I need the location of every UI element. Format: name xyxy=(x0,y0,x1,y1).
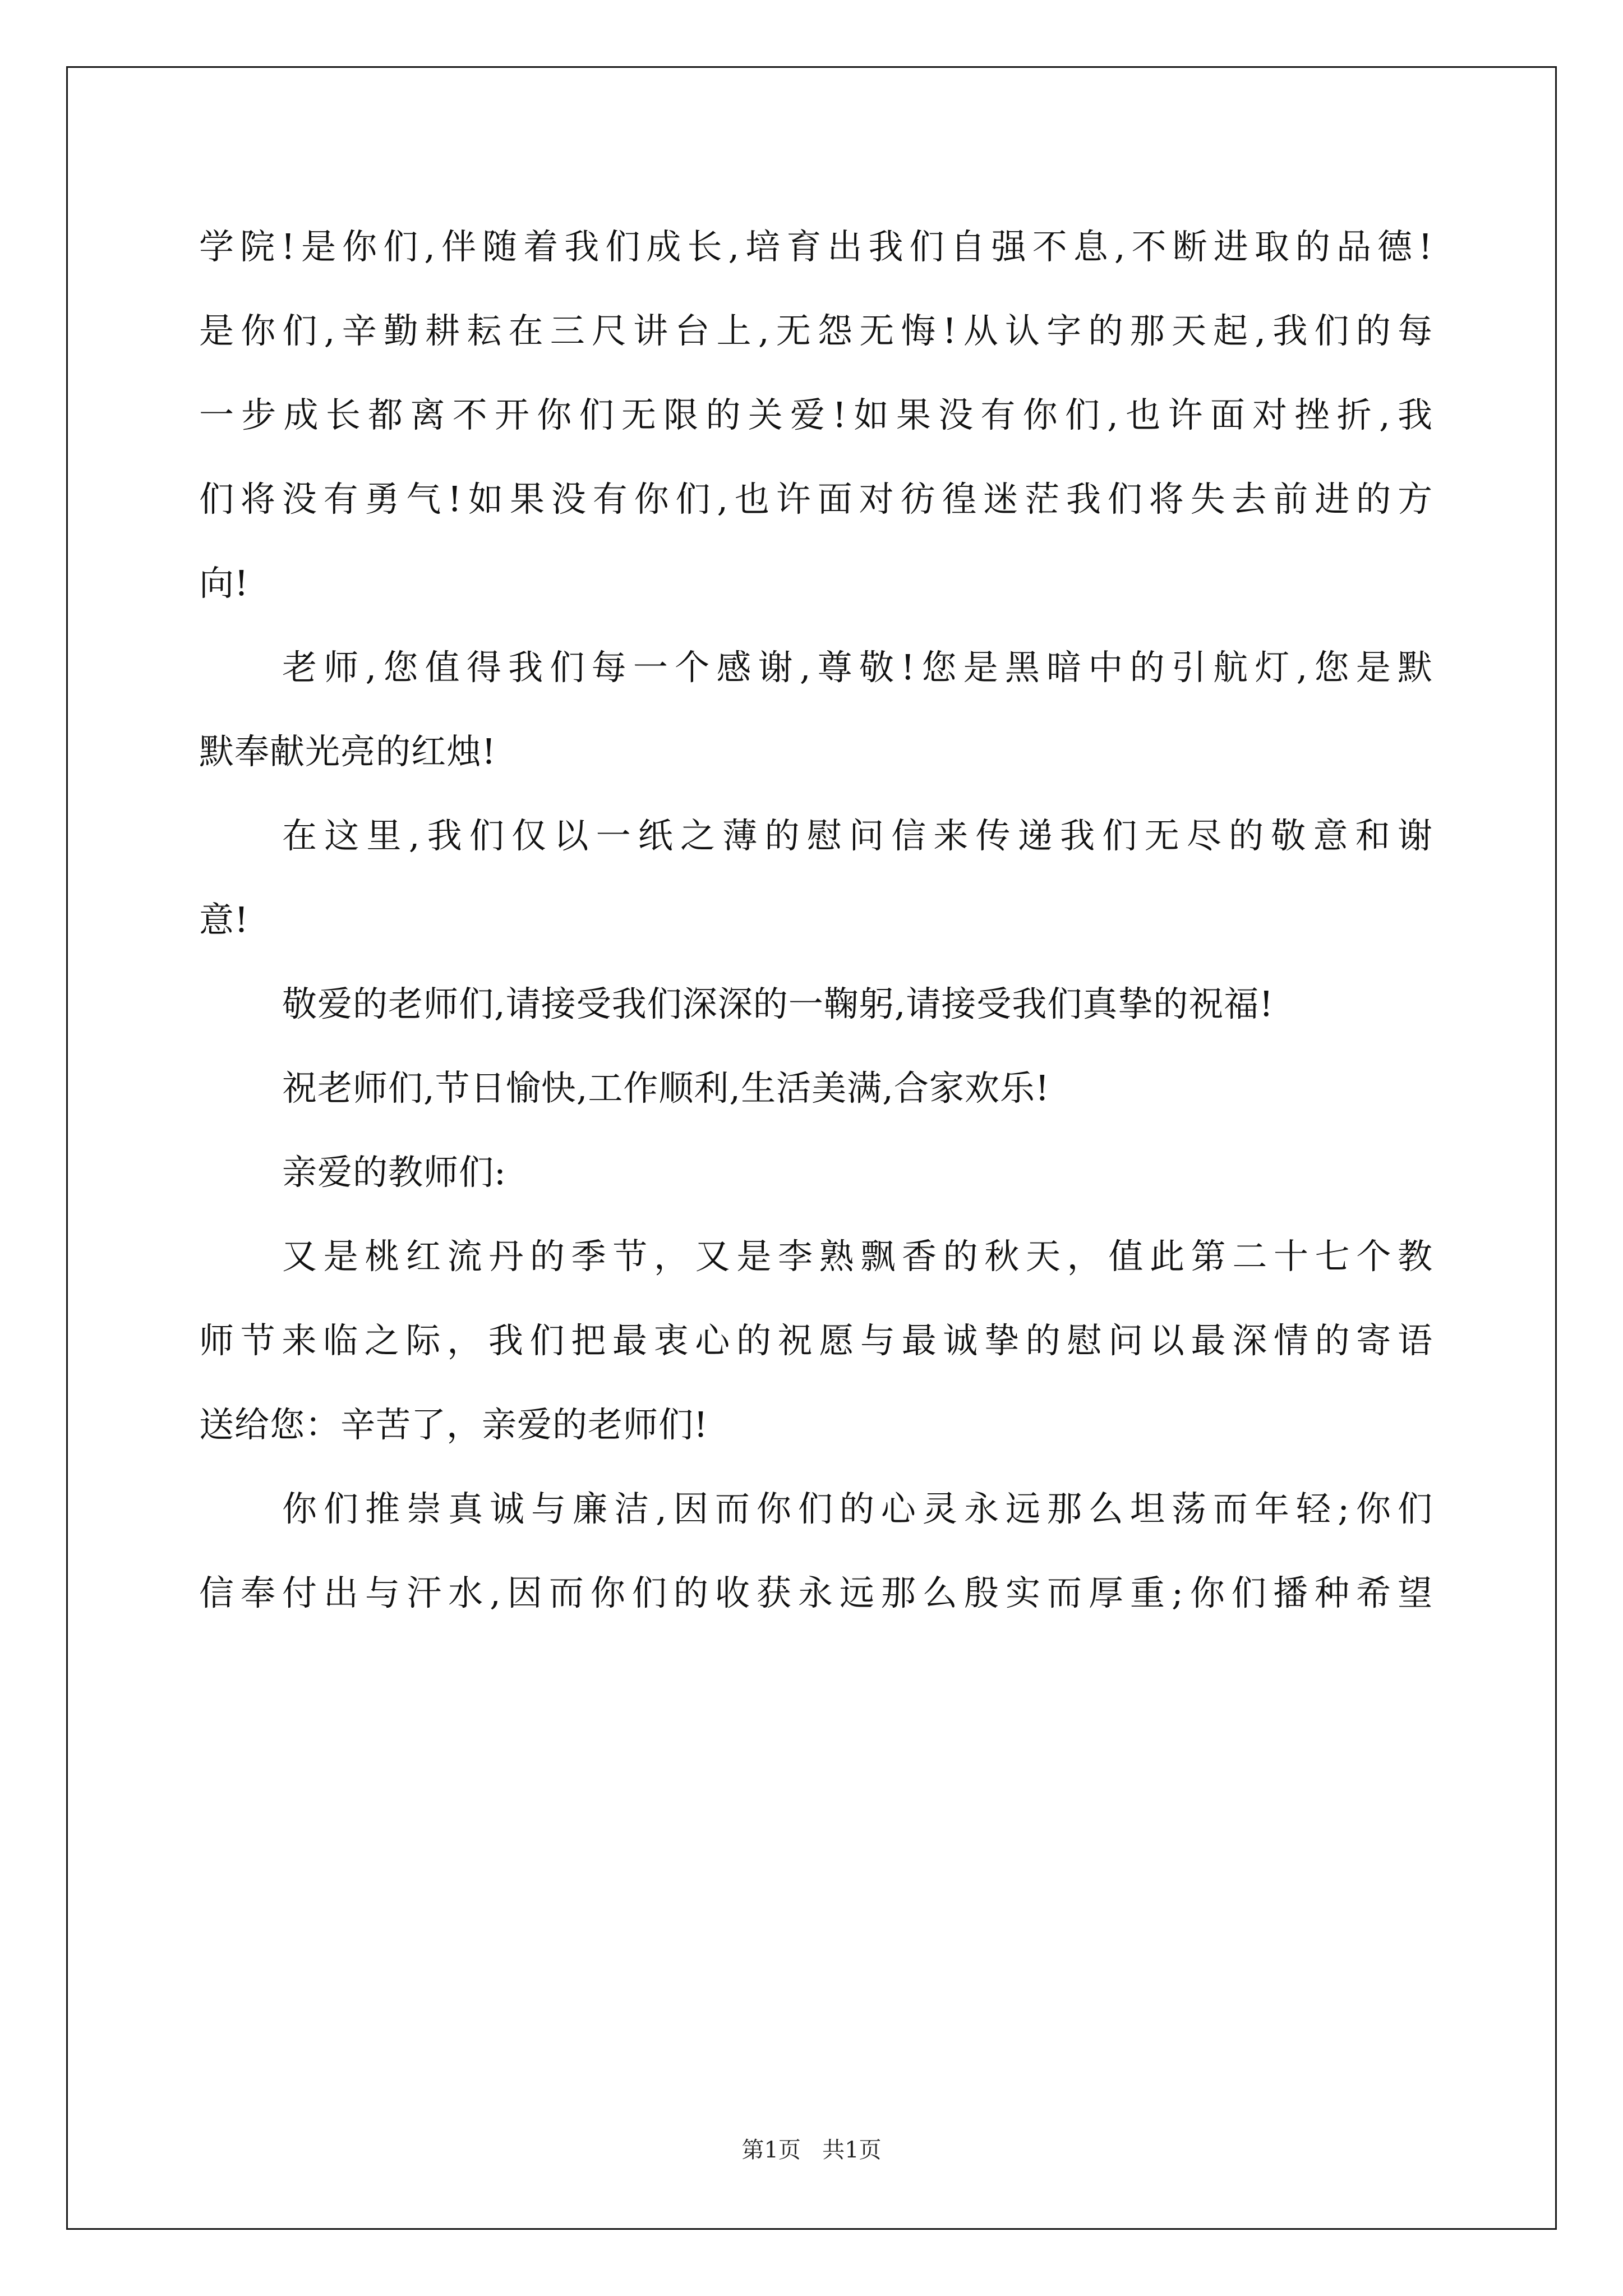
paragraph-line: 学院!是你们,伴随着我们成长,培育出我们自强不息,不断进取的品德! xyxy=(199,226,1433,267)
paragraph-line: 你们推崇真诚与廉洁,因而你们的心灵永远那么坦荡而年轻;你们 xyxy=(282,1488,1433,1529)
paragraph-line: 祝老师们,节日愉快,工作顺利,生活美满,合家欢乐! xyxy=(282,1068,1050,1108)
paragraph-line: 默奉献光亮的红烛! xyxy=(199,731,496,772)
paragraph-line: 是你们,辛勤耕耘在三尺讲台上,无怨无悔!从认字的那天起,我们的每 xyxy=(199,310,1433,351)
page-number: 第1页 xyxy=(741,2137,801,2163)
paragraph-line: 老师,您值得我们每一个感谢,尊敬!您是黑暗中的引航灯,您是默 xyxy=(282,647,1433,688)
paragraph-line: 一步成长都离不开你们无限的关爱!如果没有你们,也许面对挫折,我 xyxy=(199,394,1433,435)
paragraph-line: 向! xyxy=(199,563,249,604)
paragraph-line: 们将没有勇气!如果没有你们,也许面对彷徨迷茫我们将失去前进的方 xyxy=(199,478,1433,519)
paragraph-line: 信奉付出与汗水,因而你们的收获永远那么殷实而厚重;你们播种希望 xyxy=(199,1572,1433,1613)
salutation: 亲爱的教师们: xyxy=(282,1152,506,1193)
paragraph-line: 意! xyxy=(199,899,249,940)
page-footer xyxy=(0,2136,1623,2164)
page-total: 共1页 xyxy=(822,2137,882,2163)
paragraph-line: 在这里,我们仅以一纸之薄的慰问信来传递我们无尽的敬意和谢 xyxy=(282,815,1433,856)
paragraph-line: 又是桃红流丹的季节，又是李熟飘香的秋天，值此第二十七个教 xyxy=(282,1236,1433,1277)
paragraph-line: 送给您：辛苦了，亲爱的老师们! xyxy=(199,1404,708,1445)
paragraph-line: 师节来临之际，我们把最衷心的祝愿与最诚挚的慰问以最深情的寄语 xyxy=(199,1320,1433,1361)
paragraph-line: 敬爱的老师们,请接受我们深深的一鞠躬,请接受我们真挚的祝福! xyxy=(282,983,1274,1024)
document-body xyxy=(199,205,1433,1635)
